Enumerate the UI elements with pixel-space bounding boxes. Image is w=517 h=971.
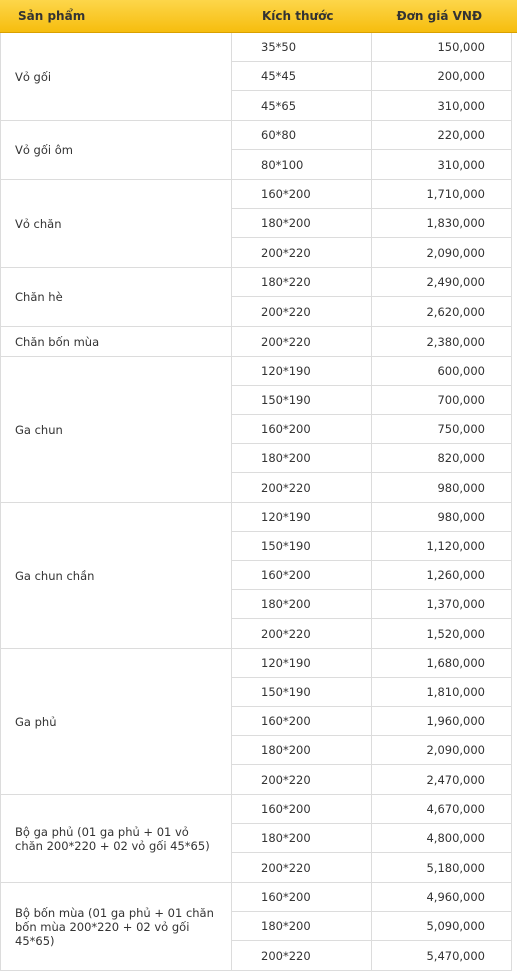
product-group	[1, 649, 511, 795]
product-group	[1, 883, 511, 971]
header-size: Kích thước	[262, 9, 334, 23]
table-row	[232, 590, 511, 619]
table-row	[232, 883, 511, 912]
size-cell: 180*200	[232, 912, 372, 940]
table-body	[0, 33, 512, 971]
size-price-rows	[232, 795, 511, 882]
table-row	[232, 795, 511, 824]
header-price: Đơn giá VNĐ	[396, 9, 482, 23]
price-cell: 1,830,000	[426, 216, 485, 230]
table-row	[232, 62, 511, 91]
table-row	[232, 912, 511, 941]
size-cell: 180*200	[232, 209, 372, 237]
size-cell: 120*190	[232, 357, 372, 385]
size-cell: 160*200	[232, 415, 372, 443]
price-cell: 5,090,000	[426, 919, 485, 933]
table-row	[232, 386, 511, 415]
table-row	[232, 444, 511, 473]
size-cell: 200*220	[232, 297, 372, 326]
product-group	[1, 503, 511, 649]
table-row	[232, 357, 511, 386]
product-name-cell: Ga chun chần	[1, 503, 232, 648]
size-cell: 45*45	[232, 62, 372, 90]
size-cell: 160*200	[232, 180, 372, 208]
price-cell: 2,090,000	[426, 743, 485, 757]
product-group	[1, 180, 511, 268]
table-row	[232, 268, 511, 297]
size-cell: 180*200	[232, 590, 372, 618]
product-name-cell: Ga phủ	[1, 649, 232, 794]
table-row	[232, 150, 511, 179]
price-cell: 700,000	[437, 393, 485, 407]
size-cell: 150*190	[232, 386, 372, 414]
product-group	[1, 357, 511, 503]
price-cell: 1,370,000	[426, 597, 485, 611]
table-row	[232, 473, 511, 502]
table-row	[232, 209, 511, 238]
table-row	[232, 853, 511, 882]
product-name-cell: Ga chun	[1, 357, 232, 502]
price-cell: 5,180,000	[426, 860, 485, 875]
price-cell: 1,120,000	[426, 539, 485, 553]
table-row	[232, 180, 511, 209]
size-cell: 200*220	[232, 853, 372, 882]
product-group	[1, 795, 511, 883]
price-cell: 4,800,000	[426, 831, 485, 845]
size-price-rows	[232, 268, 511, 326]
price-cell: 5,470,000	[426, 948, 485, 963]
table-row	[232, 297, 511, 326]
product-group	[1, 268, 511, 327]
size-cell: 200*220	[232, 238, 372, 267]
size-cell: 150*190	[232, 678, 372, 706]
price-cell: 980,000	[437, 480, 485, 495]
product-group	[1, 327, 511, 357]
product-name-cell: Bộ ga phủ (01 ga phủ + 01 vỏ chăn 200*220 + 02 vỏ gối 45*65)	[1, 795, 232, 882]
size-cell: 180*200	[232, 736, 372, 764]
size-price-rows	[232, 503, 511, 648]
price-cell: 980,000	[437, 510, 485, 524]
size-cell: 180*220	[232, 268, 372, 296]
price-cell: 200,000	[437, 69, 485, 83]
price-cell: 1,520,000	[426, 626, 485, 641]
size-cell: 200*220	[232, 473, 372, 502]
table-row	[232, 532, 511, 561]
size-cell: 200*220	[232, 327, 372, 356]
table-row	[232, 561, 511, 590]
price-cell: 1,710,000	[426, 187, 485, 201]
table-row	[232, 121, 511, 150]
price-cell: 2,470,000	[426, 772, 485, 787]
table-header	[0, 0, 517, 33]
table-row	[232, 91, 511, 120]
price-cell: 150,000	[437, 40, 485, 54]
product-group	[1, 121, 511, 180]
table-row	[232, 707, 511, 736]
price-cell: 1,810,000	[426, 685, 485, 699]
table-row	[232, 765, 511, 794]
size-cell: 35*50	[232, 33, 372, 61]
price-cell: 310,000	[437, 98, 485, 113]
size-cell: 200*220	[232, 765, 372, 794]
price-cell: 750,000	[437, 422, 485, 436]
size-price-rows	[232, 357, 511, 502]
size-cell: 180*200	[232, 824, 372, 852]
price-cell: 1,960,000	[426, 714, 485, 728]
price-cell: 2,380,000	[426, 334, 485, 349]
size-cell: 150*190	[232, 532, 372, 560]
table-row	[232, 824, 511, 853]
size-cell: 160*200	[232, 883, 372, 911]
price-cell: 4,670,000	[426, 802, 485, 816]
size-cell: 160*200	[232, 561, 372, 589]
size-price-rows	[232, 883, 511, 970]
size-cell: 200*220	[232, 619, 372, 648]
price-cell: 2,490,000	[426, 275, 485, 289]
price-cell: 310,000	[437, 157, 485, 172]
price-cell: 600,000	[437, 364, 485, 378]
product-name-cell: Bộ bốn mùa (01 ga phủ + 01 chăn bốn mùa 200*220 + 02 vỏ gối 45*65)	[1, 883, 232, 970]
header-product: Sản phẩm	[18, 9, 86, 23]
size-cell: 160*200	[232, 707, 372, 735]
size-price-rows	[232, 121, 511, 179]
table-row	[232, 649, 511, 678]
table-row	[232, 678, 511, 707]
product-name-cell: Vỏ gối	[1, 33, 232, 120]
size-cell: 80*100	[232, 150, 372, 179]
table-row	[232, 619, 511, 648]
product-group	[1, 33, 511, 121]
price-cell: 1,680,000	[426, 656, 485, 670]
table-row	[232, 736, 511, 765]
price-cell: 2,090,000	[426, 245, 485, 260]
size-cell: 200*220	[232, 941, 372, 970]
size-cell: 180*200	[232, 444, 372, 472]
size-price-rows	[232, 180, 511, 267]
table-row	[232, 327, 511, 356]
product-name-cell: Vỏ gối ôm	[1, 121, 232, 179]
price-cell: 220,000	[437, 128, 485, 142]
size-cell: 120*190	[232, 649, 372, 677]
size-cell: 120*190	[232, 503, 372, 531]
price-cell: 4,960,000	[426, 890, 485, 904]
size-price-rows	[232, 649, 511, 794]
table-row	[232, 503, 511, 532]
size-price-rows	[232, 327, 511, 356]
price-cell: 820,000	[437, 451, 485, 465]
size-price-rows	[232, 33, 511, 120]
size-cell: 60*80	[232, 121, 372, 149]
price-cell: 1,260,000	[426, 568, 485, 582]
price-cell: 2,620,000	[426, 304, 485, 319]
table-row	[232, 33, 511, 62]
table-row	[232, 238, 511, 267]
product-name-cell: Chăn bốn mùa	[1, 327, 232, 356]
product-name-cell: Chăn hè	[1, 268, 232, 326]
size-cell: 45*65	[232, 91, 372, 120]
table-row	[232, 415, 511, 444]
product-name-cell: Vỏ chăn	[1, 180, 232, 267]
size-cell: 160*200	[232, 795, 372, 823]
